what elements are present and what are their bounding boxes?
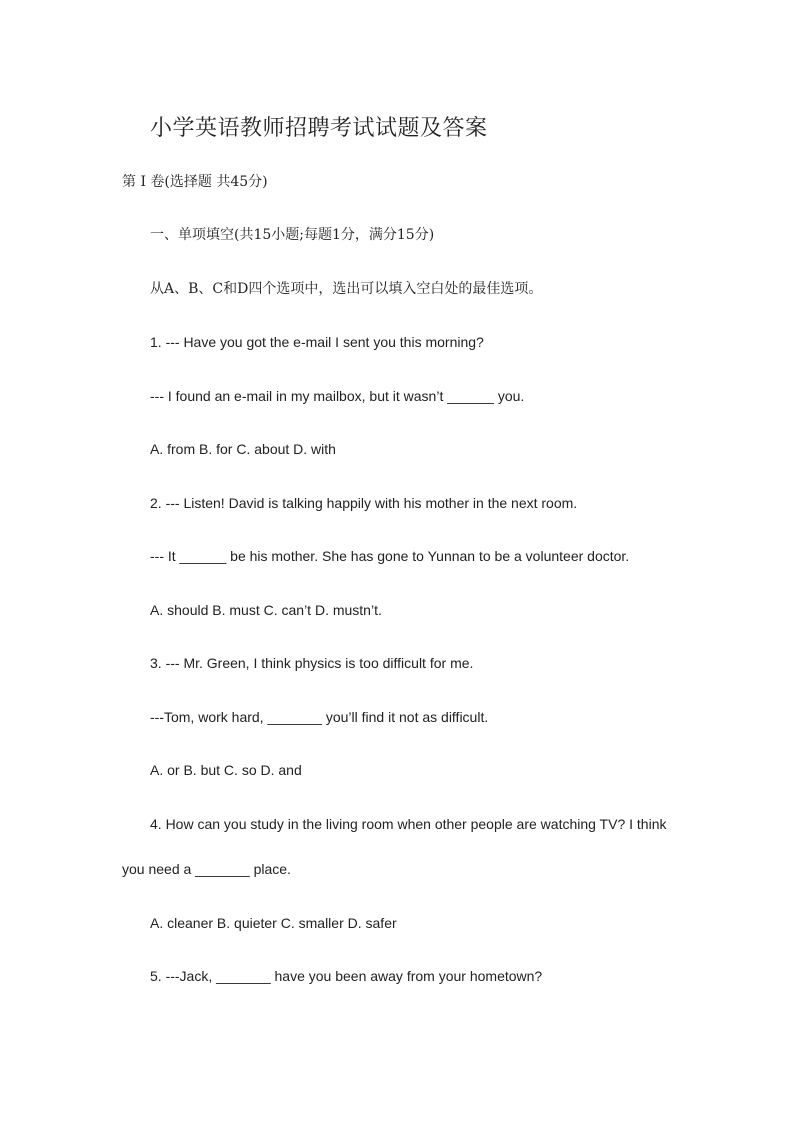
question-4-prompt-line-1: 4. How can you study in the living room when other people are watching TV? I think [150, 816, 667, 832]
question-3-reply: ---Tom, work hard, _______ you’ll find it not as difficult. [150, 709, 489, 725]
question-2-prompt: 2. --- Listen! David is talking happily with his mother in the next room. [150, 495, 578, 511]
question-1-options: A. from B. for C. about D. with [150, 441, 336, 457]
question-3-prompt: 3. --- Mr. Green, I think physics is too difficult for me. [150, 655, 474, 671]
question-3-options: A. or B. but C. so D. and [150, 762, 302, 778]
document-title: 小学英语教师招聘考试试题及答案 [150, 116, 488, 141]
question-2-options: A. should B. must C. can’t D. mustn’t. [150, 602, 382, 618]
question-4-options: A. cleaner B. quieter C. smaller D. safer [150, 915, 397, 931]
question-5-prompt: 5. ---Jack, _______ have you been away from your hometown? [150, 968, 543, 984]
question-1-prompt: 1. --- Have you got the e-mail I sent you this morning? [150, 334, 484, 350]
section-heading: 第 I 卷(选择题 共45分) [122, 174, 268, 190]
question-2-reply: --- It ______ be his mother. She has gone to Yunnan to be a volunteer doctor. [150, 548, 630, 564]
question-1-reply: --- I found an e-mail in my mailbox, but it wasn’t ______ you. [150, 388, 525, 404]
part-heading: 一、单项填空(共15小题;每题1分，满分15分) [150, 227, 435, 243]
instruction-text: 从A、B、C和D四个选项中，选出可以填入空白处的最佳选项。 [150, 281, 543, 297]
question-4-prompt-line-2: you need a _______ place. [122, 861, 291, 877]
